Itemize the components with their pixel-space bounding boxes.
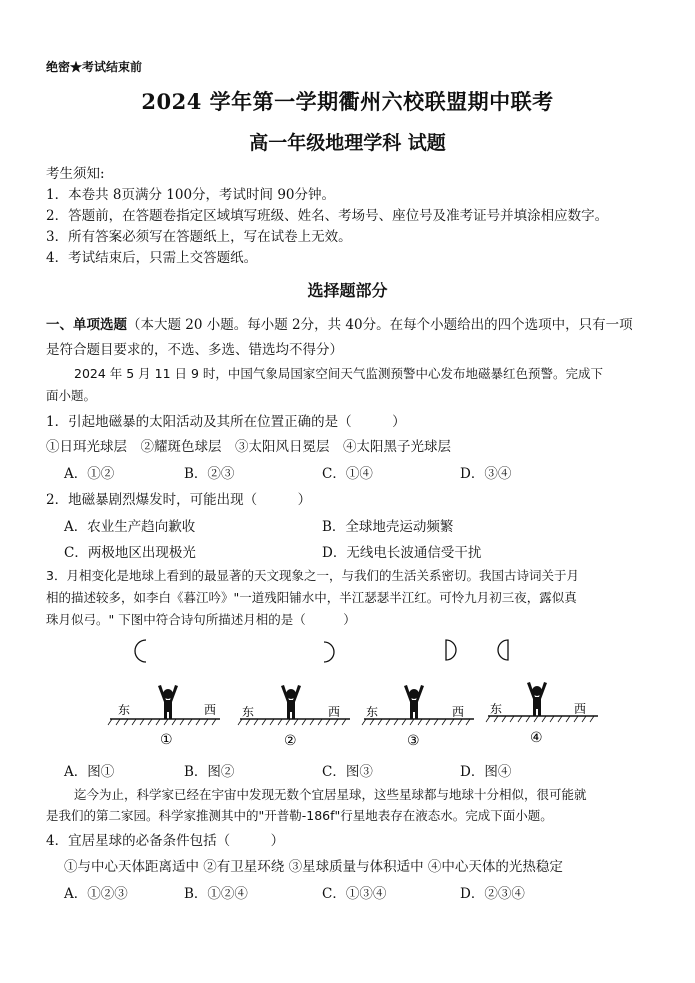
exam-subtitle: 高一年级地理学科 试题 <box>249 132 446 154</box>
q1-option-a[interactable]: A．①② <box>64 466 115 482</box>
q4-option-c[interactable]: C．①③④ <box>322 886 387 902</box>
q1-items: ①日珥光球层 ②耀斑色球层 ③太阳风日冕层 ④太阳黑子光球层 <box>46 439 451 455</box>
q3-line2: 相的描述较多，如李白《暮江吟》"一道残阳铺水中，半江瑟瑟半江红。可怜九月初三夜，露似真 <box>46 590 577 605</box>
part1-instructions-text: （本大题 20 小题。每小题 2分，共 40分。在每个小题给出的四个选项中，只有一项 <box>127 317 633 333</box>
confidential-label: 绝密★考试结束前 <box>46 60 143 74</box>
east-label: 东 <box>118 703 131 717</box>
q3-option-d[interactable]: D．图④ <box>460 764 512 780</box>
q3-option-b[interactable]: B．图② <box>184 764 235 780</box>
notice-item: 2．答题前，在答题卷指定区域填写班级、姓名、考场号、座位号及准考证号并填涂相应数字。 <box>46 208 609 224</box>
passage1-line2: 面小题。 <box>46 388 97 403</box>
exam-title: 2024 学年第一学期衢州六校联盟期中联考 <box>141 89 554 114</box>
part1-heading: 一、单项选题 <box>46 317 127 333</box>
q1-option-c[interactable]: C．①④ <box>322 466 373 482</box>
q4-stem: 4．宜居星球的必备条件包括（ ） <box>46 833 285 849</box>
q2-option-b[interactable]: B．全球地壳运动频繁 <box>322 519 454 535</box>
figure-label-2: ② <box>284 733 297 749</box>
observer-panel-4 <box>486 682 598 746</box>
q2-option-d[interactable]: D．无线电长波通信受干扰 <box>322 545 482 561</box>
east-label: 东 <box>490 702 503 716</box>
observer-panel-1 <box>108 685 220 748</box>
notice-heading: 考生须知: <box>46 166 105 182</box>
passage1-line1: 2024 年 5 月 11 日 9 时，中国气象局国家空间天气监测预警中心发布地磁暴红色预警。完成下 <box>74 366 603 381</box>
moon-4-icon <box>498 640 508 660</box>
notice-item: 4．考试结束后，只需上交答题纸。 <box>46 250 258 266</box>
observer-panel-3 <box>362 685 474 749</box>
passage2-line2: 是我们的第二家园。科学家推测其中的"开普勒-186f"行星地表存在液态水。完成下面小题。 <box>46 808 553 823</box>
west-label: 西 <box>204 703 217 717</box>
notice-item: 1．本卷共 8页满分 100分，考试时间 90分钟。 <box>46 187 335 203</box>
figure-label-4: ④ <box>530 730 543 746</box>
west-label: 西 <box>574 702 587 716</box>
figure-label-1: ① <box>160 732 173 748</box>
q3-option-c[interactable]: C．图③ <box>322 764 373 780</box>
q4-option-a[interactable]: A．①②③ <box>64 886 128 902</box>
moon-2-icon <box>324 642 334 662</box>
moon-3-icon <box>446 640 456 660</box>
q4-option-b[interactable]: B．①②④ <box>184 886 248 902</box>
q2-stem: 2．地磁暴剧烈爆发时，可能出现（ ） <box>46 492 312 508</box>
q1-option-d[interactable]: D．③④ <box>460 466 512 482</box>
q3-line3: 珠月似弓。" 下图中符合诗句所描述月相的是（ ） <box>46 612 356 627</box>
figure-label-3: ③ <box>407 733 420 749</box>
notice-item: 3．所有答案必须写在答题纸上，写在试卷上无效。 <box>46 229 352 245</box>
q3-option-a[interactable]: A．图① <box>64 764 115 780</box>
q2-option-a[interactable]: A．农业生产趋向歉收 <box>64 519 196 535</box>
part1-instructions <box>46 313 633 333</box>
moon-phase-figure <box>100 632 620 752</box>
west-label: 西 <box>452 705 465 719</box>
observer-panel-2 <box>238 685 350 749</box>
q4-items: ①与中心天体距离适中 ②有卫星环绕 ③星球质量与体积适中 ④中心天体的光热稳定 <box>64 859 563 875</box>
west-label: 西 <box>328 705 341 719</box>
moon-1-icon <box>135 640 146 662</box>
q2-option-c[interactable]: C．两极地区出现极光 <box>64 545 196 561</box>
east-label: 东 <box>242 705 255 719</box>
part1-instructions-line2: 是符合题目要求的，不选、多选、错选均不得分） <box>46 342 343 358</box>
east-label: 东 <box>366 705 379 719</box>
q3-line1: 3．月相变化是地球上看到的最显著的天文现象之一，与我们的生活关系密切。我国古诗词关于月 <box>46 568 579 583</box>
q4-option-d[interactable]: D．②③④ <box>460 886 525 902</box>
q1-stem: 1．引起地磁暴的太阳活动及其所在位置正确的是（ ） <box>46 414 406 430</box>
section-title: 选择题部分 <box>307 281 388 300</box>
q1-option-b[interactable]: B．②③ <box>184 466 235 482</box>
passage2-line1: 迄今为止，科学家已经在宇宙中发现无数个宜居星球，这些星球都与地球十分相似，很可能就 <box>74 787 587 802</box>
